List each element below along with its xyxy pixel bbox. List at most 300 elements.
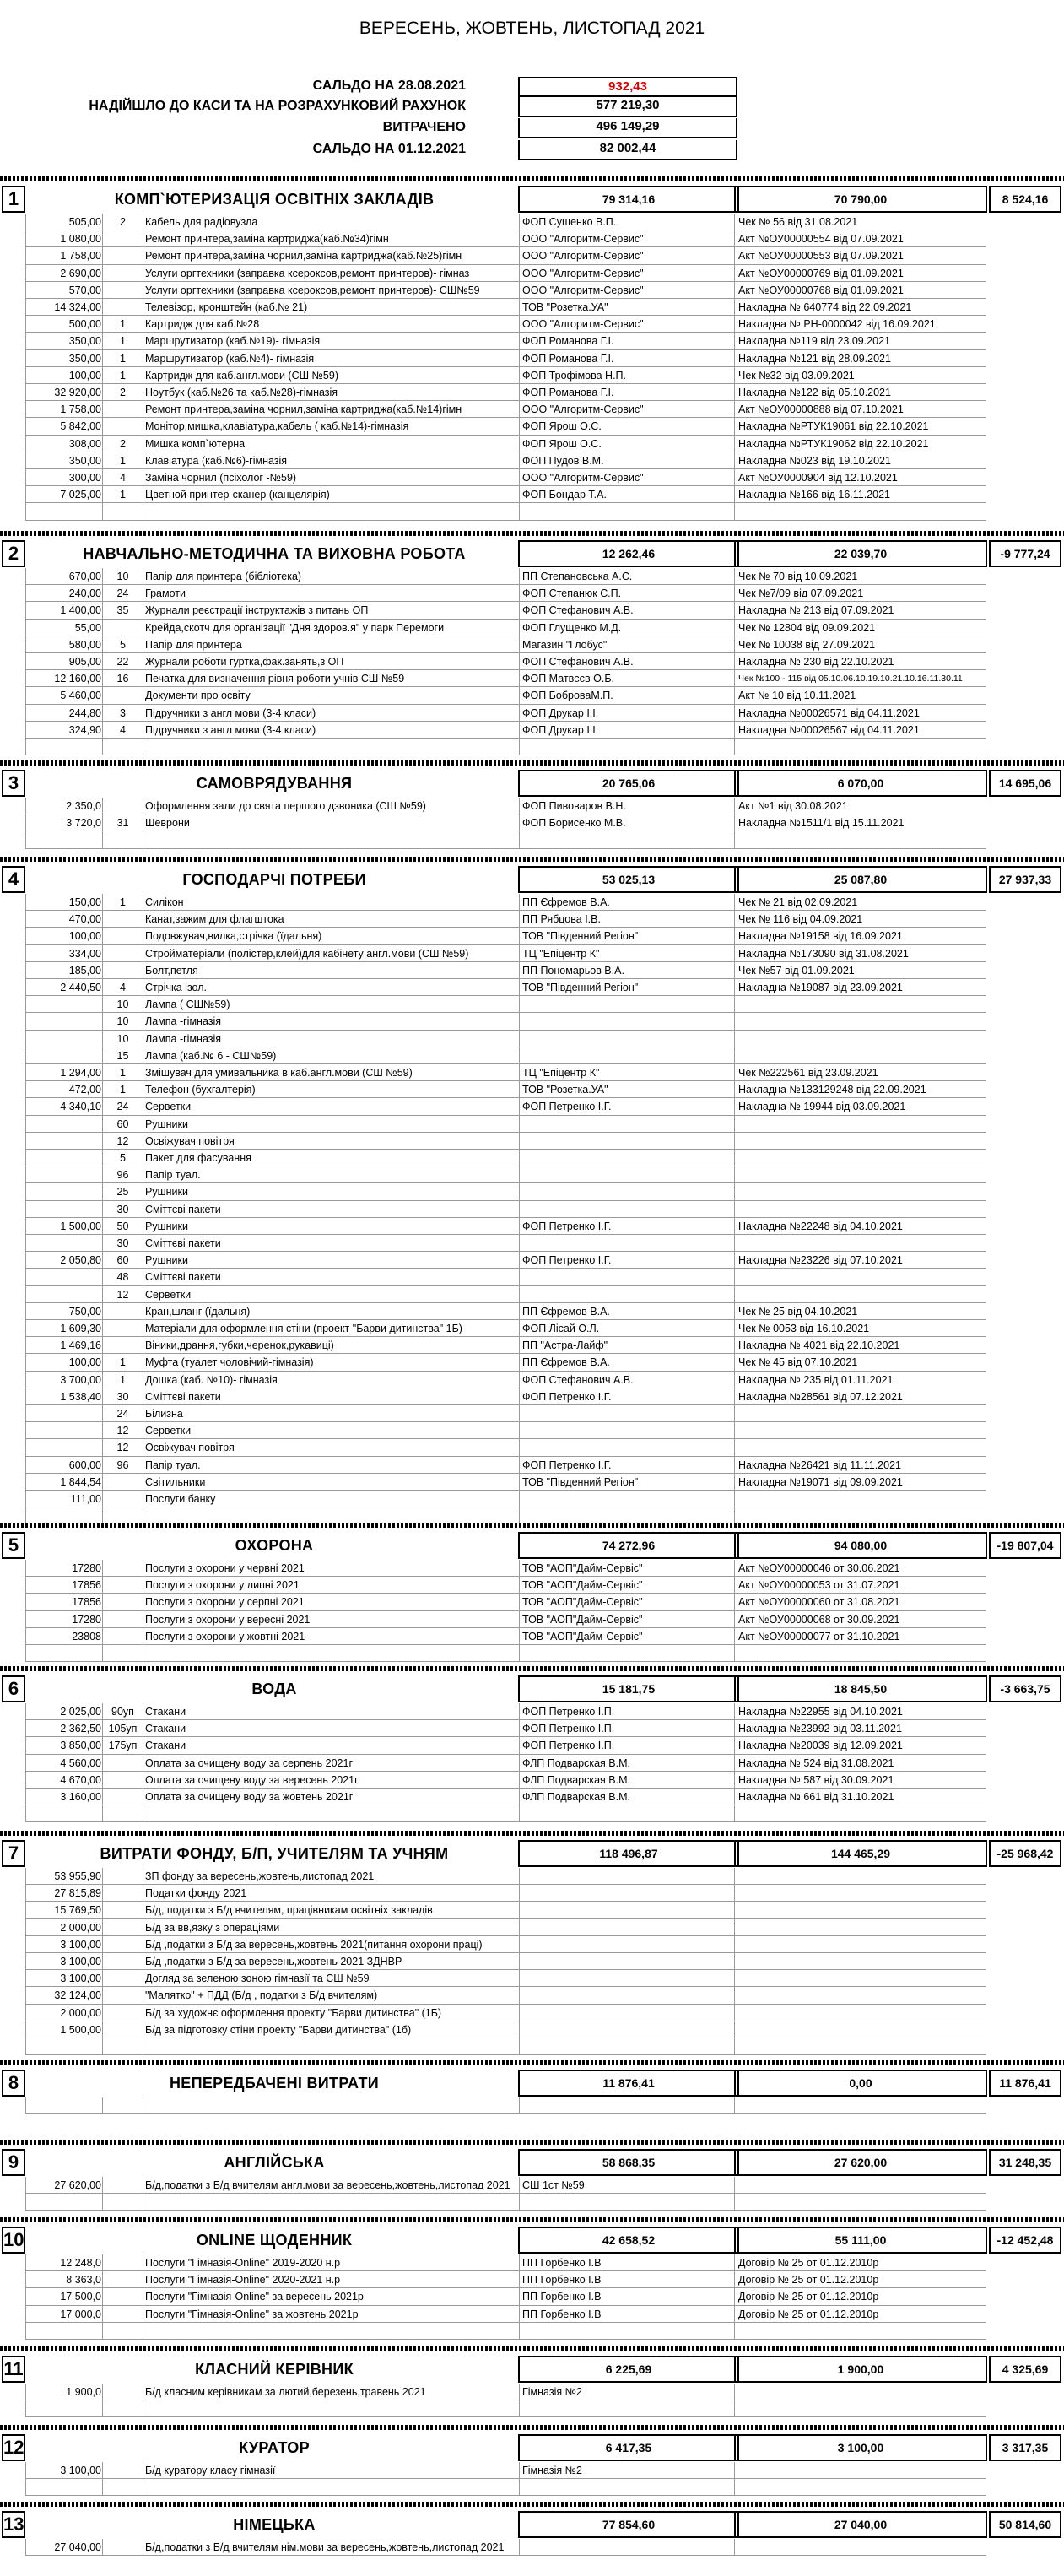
row-quantity: 1 (120, 369, 126, 382)
grid-line (102, 1560, 103, 1662)
row-amount (25, 1439, 101, 1456)
section-number: 13 (2, 2511, 25, 2538)
row-quantity: 30 (116, 1203, 129, 1215)
row-amount: 1 844,54 (60, 1475, 101, 1488)
row-description: Силікон (145, 896, 184, 908)
row-document (738, 1902, 984, 1918)
row-description: Податки фонду 2021 (145, 1887, 247, 1900)
row-supplier (522, 1491, 731, 1507)
row-description: Б/д,податки з Б/д вчителям нім.мови за вересень,жовтень,листопад 2021 (145, 2541, 505, 2553)
grid-line (25, 1703, 26, 1822)
row-description: Послуги "Гімназія-Online" за жовтень 2021р (145, 2308, 359, 2320)
row-divider (25, 2495, 986, 2496)
row-description: Папір туал. (145, 1169, 201, 1182)
row-quantity: 60 (116, 1118, 129, 1130)
row-supplier: ФОП Петренко І.Г. (522, 1254, 612, 1267)
section-remainder: -3 663,75 (989, 1675, 1061, 1702)
row-supplier: ФОП Матвєєв О.Б. (522, 673, 615, 685)
row-quantity: 24 (116, 1408, 129, 1420)
row-description: Услуги оргтехники (заправка ксероксов,ремонт принтеров)- гімназ (145, 267, 470, 279)
section-separator (0, 2140, 1064, 2145)
row-amount (25, 1031, 101, 1047)
row-document: Накладна №19087 від 23.09.2021 (738, 982, 903, 993)
row-quantity (104, 1970, 142, 1987)
row-amount (25, 1235, 101, 1252)
row-supplier: ПП Горбенко І.В (522, 2308, 602, 2320)
section-title: АНГЛІЙСЬКА (224, 2154, 325, 2171)
row-description: Монітор,мишка,клавіатура,кабель ( каб.№14)-гімназія (145, 420, 409, 433)
grid-line (734, 2462, 735, 2496)
row-quantity (104, 1320, 142, 1337)
row-amount: 53 955,90 (54, 1870, 101, 1882)
section-number: 7 (2, 1840, 25, 1867)
row-amount: 334,00 (68, 947, 101, 960)
grid-line (734, 798, 735, 849)
row-supplier: ФОП Стефанович А.В. (522, 1373, 634, 1386)
section-title: КЛАСНИЙ КЕРІВНИК (195, 2361, 354, 2378)
section-separator (0, 1666, 1064, 1671)
row-description (145, 1805, 516, 1822)
section-title: ГОСПОДАРЧІ ПОТРЕБИ (182, 871, 366, 888)
row-amount: 1 609,30 (60, 1323, 101, 1334)
section-separator (0, 2217, 1064, 2222)
row-amount (25, 996, 101, 1013)
row-document: Чек № 12804 від 09.09.2021 (738, 621, 876, 634)
row-amount: 905,00 (68, 656, 101, 668)
row-description: Б/д куратору класу гімназії (145, 2465, 276, 2476)
row-description: Світильники (145, 1475, 206, 1488)
row-quantity (104, 230, 142, 247)
row-quantity: 50 (116, 1220, 129, 1232)
row-document: Накладна №22248 від 04.10.2021 (738, 1220, 903, 1232)
section-title: ОХОРОНА (235, 1537, 314, 1554)
row-supplier (522, 1970, 731, 1987)
row-amount: 17280 (72, 1562, 101, 1574)
row-amount: 350,00 (68, 335, 101, 348)
row-description: Клавіатура (каб.№6)-гімназія (145, 454, 288, 467)
row-amount (25, 1286, 101, 1303)
row-supplier: ООО "Алгоритм-Сервис" (522, 472, 644, 484)
row-supplier: ФОП Петренко І.Г. (522, 1458, 612, 1471)
row-divider (25, 1821, 986, 1822)
row-description: ЗП фонду за вересень,жовтень,листопад 2021 (145, 1870, 375, 1882)
row-quantity (104, 1560, 142, 1577)
row-document (738, 1235, 984, 1252)
row-amount (25, 1201, 101, 1218)
row-document: Чек №7/09 від 07.09.2021 (738, 587, 864, 600)
row-quantity: 96 (116, 1169, 129, 1182)
row-quantity: 5 (120, 638, 126, 651)
section-remainder: -25 968,42 (989, 1840, 1061, 1867)
row-quantity: 4 (120, 982, 126, 993)
row-quantity: 1 (120, 1356, 126, 1369)
grid-line (519, 1703, 520, 1822)
row-amount: 5 460,00 (60, 690, 101, 702)
row-amount: 470,00 (68, 913, 101, 926)
grid-line (519, 2177, 520, 2211)
section-separator (0, 2060, 1064, 2065)
row-quantity: 16 (116, 673, 129, 685)
row-description: Послуги з охорони у вересні 2021 (145, 1613, 311, 1626)
row-description: Сміттєві пакети (145, 1203, 221, 1215)
row-description: Муфта (туалет чоловічий-гімназія) (145, 1356, 314, 1369)
row-quantity (104, 2288, 142, 2305)
row-quantity (104, 2021, 142, 2038)
row-quantity: 2 (120, 387, 126, 398)
row-quantity (104, 687, 142, 704)
section-number: 3 (2, 770, 25, 797)
row-description: Стакани (145, 1706, 186, 1718)
row-description: Оплата за очищену воду за вересень 2021г (145, 1773, 359, 1786)
row-supplier: ФОП Петренко І.П. (522, 1740, 615, 1752)
section-spent: 144 465,29 (734, 1840, 987, 1867)
row-supplier: ТОВ "АОП"Дайм-Сервіс" (522, 1579, 643, 1592)
row-description: Освіжувач повітря (145, 1442, 235, 1454)
section-separator (0, 760, 1064, 766)
row-description: Маршрутизатор (каб.№4)- гімназія (145, 352, 315, 365)
row-document (738, 1166, 984, 1183)
balance-label: САЛЬДО НА 01.12.2021 (312, 142, 466, 156)
row-amount (25, 2479, 101, 2496)
row-supplier (522, 739, 731, 755)
row-description: Документи про освіту (145, 690, 251, 702)
row-quantity (104, 2271, 142, 2288)
row-supplier: ФОП Романова Г.І. (522, 352, 614, 365)
row-quantity: 3 (120, 706, 126, 719)
row-description: Послуги з охорони у липні 2021 (145, 1579, 300, 1592)
row-description: Рушники (145, 1186, 188, 1199)
row-amount: 14 324,00 (54, 301, 101, 313)
row-amount (25, 1405, 101, 1422)
row-document (738, 1201, 984, 1218)
row-quantity: 1 (120, 896, 126, 908)
row-supplier: ООО "Алгоритм-Сервис" (522, 403, 644, 416)
section-number: 12 (2, 2434, 25, 2461)
section-spent: 70 790,00 (734, 186, 987, 213)
row-amount: 100,00 (68, 930, 101, 943)
row-amount: 12 248,0 (60, 2257, 101, 2269)
grid-line (102, 2384, 103, 2417)
grid-line (25, 2384, 26, 2417)
row-document: Чек № 10038 від 27.09.2021 (738, 638, 876, 651)
row-supplier (522, 1166, 731, 1183)
row-quantity: 10 (116, 1032, 129, 1045)
row-document: Накладна № 19944 від 03.09.2021 (738, 1101, 906, 1113)
section-number: 8 (2, 2070, 25, 2097)
grid-line (519, 2254, 520, 2340)
row-quantity (104, 418, 142, 435)
row-divider (25, 2416, 986, 2417)
row-amount: 27 815,89 (54, 1887, 101, 1900)
row-description: Услуги оргтехники (заправка ксероксов,ремонт принтеров)- СШ№59 (145, 284, 480, 296)
section-planned: 11 876,41 (518, 2070, 739, 2097)
row-amount: 1 400,00 (60, 604, 101, 617)
row-document: Накладна №173090 від 31.08.2021 (738, 947, 909, 960)
row-supplier: ПП "Астра-Лайф" (522, 1339, 608, 1352)
row-supplier: ПП Степановська А.Є. (522, 571, 633, 582)
row-quantity (104, 2400, 142, 2417)
row-quantity: 105уп (108, 1723, 138, 1735)
row-quantity: 1 (120, 454, 126, 467)
row-amount: 3 100,00 (60, 1938, 101, 1951)
row-description: Оформлення зали до свята першого дзвоника (СШ №59) (145, 800, 426, 812)
row-document: Акт №ОУ00000769 від 01.09.2021 (738, 267, 904, 279)
row-quantity (104, 1474, 142, 1491)
row-description: Мишка комп`ютерна (145, 437, 246, 450)
row-quantity: 15 (116, 1049, 129, 1062)
grid-line (734, 1560, 735, 1662)
row-amount: 27 620,00 (54, 2179, 101, 2191)
row-document: Акт №1 від 30.08.2021 (738, 800, 848, 812)
row-supplier: ООО "Алгоритм-Сервис" (522, 250, 644, 262)
row-description: Рушники (145, 1118, 188, 1130)
grid-line (734, 2384, 735, 2417)
row-amount: 55,00 (74, 621, 101, 634)
row-quantity (104, 1491, 142, 1507)
row-supplier (522, 2021, 731, 2038)
row-document: Накладна №166 від 16.11.2021 (738, 489, 891, 501)
row-document: Чек № 21 від 02.09.2021 (738, 896, 858, 908)
row-description: Сміттєві пакети (145, 1271, 221, 1284)
row-document (738, 1885, 984, 1902)
row-description: Стройматеріали (полістер,клей)для кабінету англ.мови (СШ №59) (145, 947, 469, 960)
row-quantity (104, 503, 142, 520)
row-document: Накладна №РТУК19062 від 22.10.2021 (738, 437, 929, 450)
row-supplier: ТОВ "АОП"Дайм-Сервіс" (522, 1613, 643, 1626)
grid-line (25, 2254, 26, 2340)
row-document: Накладна №19071 від 09.09.2021 (738, 1475, 903, 1488)
row-document (738, 2479, 984, 2496)
row-description: Телефон (бухгалтерія) (145, 1084, 256, 1096)
row-amount: 324,90 (68, 723, 101, 736)
row-amount (25, 2097, 101, 2114)
row-supplier: ООО "Алгоритм-Сервис" (522, 267, 644, 279)
row-amount (25, 1013, 101, 1030)
row-amount: 111,00 (70, 1493, 101, 1505)
row-divider (25, 2555, 986, 2556)
grid-line (102, 1703, 103, 1822)
row-description: Заміна чорнил (псіхолог -№59) (145, 472, 297, 484)
row-document (738, 1936, 984, 1953)
row-document: Накладна №19158 від 16.09.2021 (738, 930, 903, 943)
row-supplier (522, 1286, 731, 1303)
row-amount (25, 1183, 101, 1200)
row-description: Лампа (каб.№ 6 - СШ№59) (145, 1049, 277, 1062)
row-supplier (522, 1885, 731, 1902)
row-supplier: ТЦ "Епіцентр К" (522, 1067, 600, 1079)
row-description: Послуги "Гімназія-Online" 2019-2020 н.р (145, 2257, 341, 2269)
row-document: Чек № 116 від 04.09.2021 (738, 913, 863, 926)
grid-line (102, 568, 103, 755)
row-document: Накладна №23226 від 07.10.2021 (738, 1254, 903, 1267)
row-quantity (104, 1987, 142, 2004)
row-document (738, 739, 984, 755)
row-supplier: ФОП Пудов В.М. (522, 454, 604, 467)
row-amount: 8 363,0 (66, 2274, 101, 2286)
grid-line (734, 568, 735, 755)
row-amount: 1 080,00 (60, 233, 101, 246)
row-description: Послуги з охорони у червні 2021 (145, 1562, 305, 1574)
row-document: Накладна № 213 від 07.09.2021 (738, 604, 894, 617)
row-supplier: ФОП Трофімова Н.П. (522, 369, 627, 382)
grid-line (25, 2097, 26, 2114)
row-amount (25, 1150, 101, 1166)
row-supplier: ФОП Ярош О.С. (522, 437, 602, 450)
row-description: Серветки (145, 1425, 192, 1437)
row-description: Віники,драння,губки,черенок,рукавиці) (145, 1339, 334, 1352)
row-description: Ремонт принтера,заміна чорнил,заміна картриджа(каб.№14)гімн (145, 403, 462, 416)
row-document (738, 1286, 984, 1303)
row-quantity: 1 (120, 489, 126, 501)
row-supplier (522, 1031, 731, 1047)
row-quantity (104, 739, 142, 755)
row-document: Накладна №28561 від 07.12.2021 (738, 1390, 903, 1403)
row-quantity (104, 1594, 142, 1610)
row-description (145, 2479, 516, 2496)
grid-line (734, 2097, 735, 2114)
row-divider (25, 2339, 986, 2340)
grid-line (734, 1703, 735, 1822)
row-amount: 3 720,0 (66, 817, 101, 830)
row-supplier (522, 1422, 731, 1439)
row-amount: 244,80 (68, 706, 101, 719)
section-remainder: 11 876,41 (989, 2070, 1061, 2097)
row-supplier: Гімназія №2 (522, 2465, 582, 2476)
row-supplier: ФОП Петренко І.П. (522, 1706, 615, 1718)
row-quantity: 48 (116, 1271, 129, 1284)
row-amount (25, 1047, 101, 1064)
row-supplier (522, 1868, 731, 1885)
row-supplier: ФОП Лісай О.Л. (522, 1323, 600, 1334)
row-supplier: ФЛП Подварская В.М. (522, 1756, 630, 1769)
row-document: Накладна №121 від 28.09.2021 (738, 352, 891, 365)
row-supplier (522, 1645, 731, 1662)
row-document: Чек №100 - 115 від 05.10.06.10.19.10.21.10.16.11.30.11 (738, 674, 963, 685)
row-description: "Малятко" + ПДД (Б/д , податки з Б/д вчителям) (145, 1989, 378, 2002)
section-remainder: -12 452,48 (989, 2227, 1061, 2254)
row-quantity (104, 2177, 142, 2194)
section-planned: 15 181,75 (518, 1675, 739, 1702)
row-description (145, 831, 516, 848)
row-quantity: 30 (116, 1237, 129, 1249)
row-quantity: 90уп (111, 1706, 134, 1718)
row-divider (25, 2054, 986, 2055)
section-planned: 118 496,87 (518, 1840, 739, 1867)
row-amount: 7 025,00 (60, 489, 101, 501)
row-quantity (104, 299, 142, 316)
row-amount: 1 758,00 (60, 250, 101, 262)
row-quantity (104, 265, 142, 282)
section-number: 9 (2, 2149, 25, 2176)
row-supplier (522, 1919, 731, 1936)
grid-line (25, 1560, 26, 1662)
row-description: Папір туал. (145, 1458, 201, 1471)
row-supplier: ООО "Алгоритм-Сервис" (522, 318, 644, 331)
row-quantity: 1 (120, 1084, 126, 1096)
row-amount: 350,00 (68, 454, 101, 467)
row-document: Акт №ОУ00000888 від 07.10.2021 (738, 403, 904, 416)
row-amount: 2 690,00 (60, 267, 101, 279)
row-amount: 1 500,00 (60, 2023, 101, 2036)
row-quantity (104, 2097, 142, 2114)
row-quantity: 96 (116, 1458, 129, 1471)
row-document (738, 1439, 984, 1456)
row-supplier (522, 1987, 731, 2004)
row-amount: 185,00 (68, 964, 101, 977)
row-document: Накладна № 235 від 01.11.2021 (738, 1373, 894, 1386)
row-amount: 1 538,40 (60, 1390, 101, 1403)
row-document (738, 2021, 984, 2038)
section-spent: 18 845,50 (734, 1675, 987, 1702)
row-description: Лампа ( СШ№59) (145, 998, 230, 1011)
grid-line (102, 894, 103, 1524)
row-description: Б/д за художнє оформлення проекту "Барви дитинства" (1Б) (145, 2006, 442, 2019)
grid-line (25, 2462, 26, 2496)
row-description: Картридж для каб.англ.мови (СШ №59) (145, 369, 338, 382)
row-document: Накладна № РН-0000042 від 16.09.2021 (738, 318, 936, 331)
row-document: Накладна №00026571 від 04.11.2021 (738, 706, 920, 719)
row-amount: 240,00 (68, 587, 101, 600)
row-document: Накладна № 661 від 31.10.2021 (738, 1791, 894, 1803)
row-amount: 350,00 (68, 352, 101, 365)
section-separator (0, 1523, 1064, 1528)
row-amount: 3 850,00 (60, 1740, 101, 1752)
section-number: 4 (2, 866, 25, 893)
row-quantity: 10 (116, 998, 129, 1011)
row-quantity (104, 1789, 142, 1805)
row-amount (25, 503, 101, 520)
row-description: Оплата за очищену воду за серпень 2021г (145, 1756, 354, 1769)
balance-value: 496 149,29 (518, 118, 737, 138)
row-amount: 2 050,80 (60, 1254, 101, 1267)
row-document: Накладна № 587 від 30.09.2021 (738, 1773, 894, 1786)
section-number: 5 (2, 1532, 25, 1559)
row-document (738, 1987, 984, 2004)
row-quantity (104, 1902, 142, 1918)
row-quantity: 5 (120, 1152, 126, 1164)
row-supplier (522, 2323, 731, 2340)
row-supplier (522, 1953, 731, 1970)
row-supplier: ПП Рябцова І.В. (522, 913, 601, 926)
row-supplier (522, 1269, 731, 1285)
row-amount: 32 920,00 (54, 387, 101, 398)
grid-line (102, 2177, 103, 2211)
row-amount: 3 700,00 (60, 1373, 101, 1386)
row-description: Болт,петля (145, 964, 198, 977)
grid-line (519, 2097, 520, 2114)
row-quantity: 24 (116, 1101, 129, 1113)
row-supplier: ПП Горбенко І.В (522, 2257, 602, 2269)
row-quantity: 10 (116, 571, 129, 582)
row-amount: 15 769,50 (54, 1904, 101, 1917)
row-document: Накладна №РТУК19061 від 22.10.2021 (738, 420, 929, 433)
row-description: Папір для принтера (бібліотека) (145, 571, 302, 582)
row-amount: 750,00 (68, 1305, 101, 1318)
row-divider (25, 2210, 986, 2211)
row-quantity (104, 247, 142, 264)
row-document (738, 1183, 984, 1200)
row-divider (25, 2113, 986, 2114)
row-supplier: ФОП Ярош О.С. (522, 420, 602, 433)
row-document: Чек № 56 від 31.08.2021 (738, 216, 858, 228)
row-supplier: ТОВ "Розетка.УА" (522, 1084, 608, 1096)
row-description (145, 1645, 516, 1662)
grid-line (734, 214, 735, 521)
row-supplier: ФОП Петренко І.Г. (522, 1101, 612, 1113)
row-supplier: ПП Єфремов В.А. (522, 1305, 610, 1318)
row-quantity (104, 2254, 142, 2271)
row-quantity: 25 (116, 1186, 129, 1199)
